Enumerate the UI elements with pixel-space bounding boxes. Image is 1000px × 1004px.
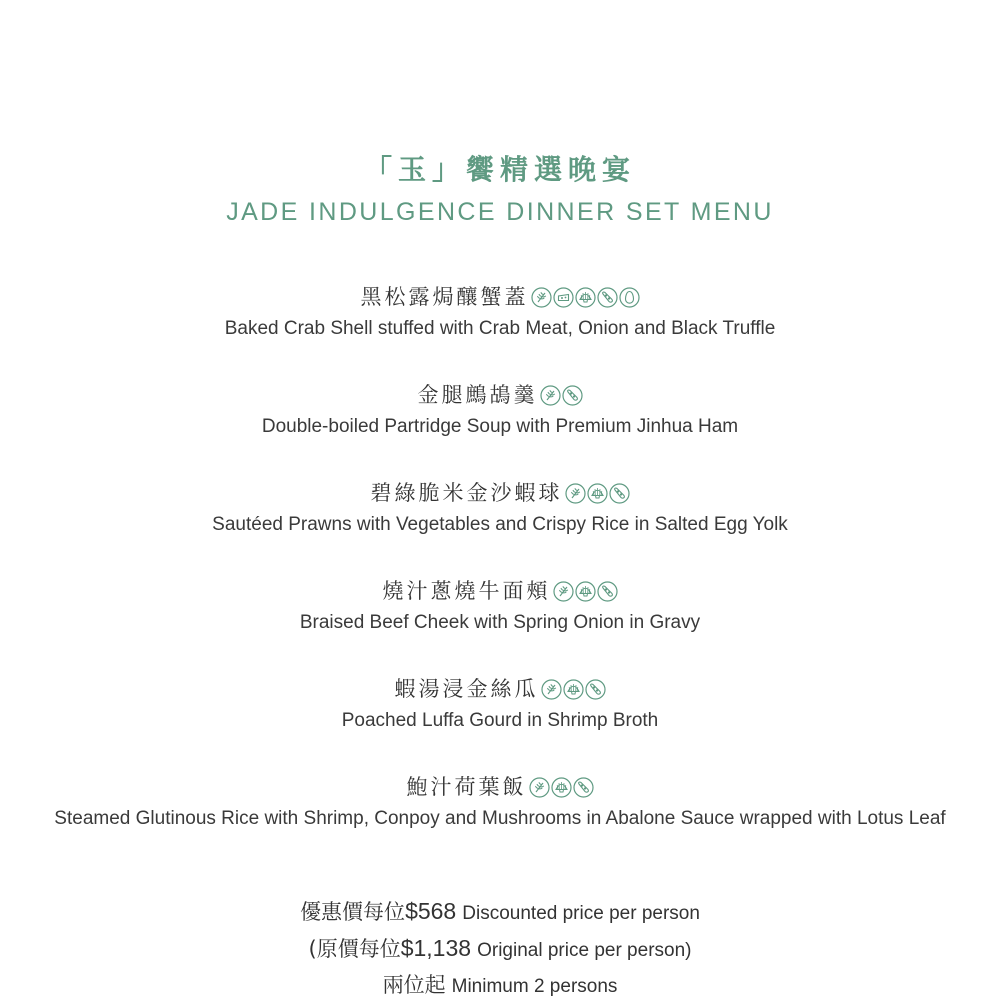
wheat-icon <box>553 581 574 602</box>
allergen-icons <box>565 483 630 504</box>
dish-name-zh-row <box>0 772 1000 802</box>
discount-label-en: Discounted price per person <box>462 903 700 924</box>
shellfish-icon <box>551 777 572 798</box>
discount-price: $568 <box>405 898 457 924</box>
original-label-zh: 原價每位 <box>316 937 401 961</box>
dish-name-zh-row <box>0 576 1000 606</box>
shellfish-icon <box>575 287 596 308</box>
dish-name-zh: 燒汁蔥燒牛面頰 <box>382 579 551 603</box>
menu-title-english: JADE INDULGENCE DINNER SET MENU <box>226 198 774 226</box>
soy-icon <box>597 287 618 308</box>
allergen-icons <box>531 287 640 308</box>
title-block <box>0 150 1000 228</box>
dish-name-zh-row <box>0 380 1000 410</box>
minimum-label-zh: 兩位起 <box>382 973 446 997</box>
dish-name-zh: 金腿鷓鴣羹 <box>417 383 538 407</box>
soy-icon <box>562 385 583 406</box>
wheat-icon <box>529 777 550 798</box>
menu-dish <box>0 674 1000 734</box>
shellfish-icon <box>563 679 584 700</box>
dish-name-en: Double-boiled Partridge Soup with Premium Jinhua Ham <box>261 416 739 437</box>
allergen-icons <box>529 777 594 798</box>
original-label-en: Original price per person) <box>477 940 692 961</box>
wheat-icon <box>541 679 562 700</box>
allergen-icons <box>553 581 618 602</box>
soy-icon <box>609 483 630 504</box>
wheat-icon <box>531 287 552 308</box>
minimum-label-en: Minimum 2 persons <box>451 976 618 997</box>
dish-name-en: Steamed Glutinous Rice with Shrimp, Conpoy and Mushrooms in Abalone Sauce wrapped with Lotus Leaf <box>54 808 946 829</box>
dish-name-en: Baked Crab Shell stuffed with Crab Meat, Onion and Black Truffle <box>224 318 776 339</box>
dish-name-zh: 黑松露焗釀蟹蓋 <box>360 285 529 309</box>
soy-icon <box>573 777 594 798</box>
shellfish-icon <box>587 483 608 504</box>
allergen-icons <box>540 385 583 406</box>
dish-name-zh: 蝦湯浸金絲瓜 <box>394 677 539 701</box>
dish-name-en: Sautéed Prawns with Vegetables and Crispy Rice in Salted Egg Yolk <box>212 514 788 535</box>
menu-dish <box>0 282 1000 342</box>
menu-title-chinese: 「玉」饗精選晚宴 <box>363 153 636 186</box>
menu-dish <box>0 380 1000 440</box>
original-price: $1,138 <box>400 935 472 961</box>
minimum-line <box>0 968 1000 1004</box>
original-price-line <box>0 931 1000 968</box>
dish-name-zh-row <box>0 478 1000 508</box>
dish-name-en: Braised Beef Cheek with Spring Onion in Gravy <box>299 612 701 633</box>
dairy-icon <box>553 287 574 308</box>
shellfish-icon <box>575 581 596 602</box>
dish-name-zh-row <box>0 282 1000 312</box>
dish-name-en: Poached Luffa Gourd in Shrimp Broth <box>341 710 659 731</box>
menu-dish <box>0 478 1000 538</box>
wheat-icon <box>540 385 561 406</box>
discount-label-zh: 優惠價每位 <box>300 900 406 924</box>
pricing-block <box>0 894 1000 1004</box>
dish-name-zh: 碧綠脆米金沙蝦球 <box>370 481 563 505</box>
wheat-icon <box>565 483 586 504</box>
menu-dish <box>0 772 1000 832</box>
soy-icon <box>585 679 606 700</box>
discounted-price-line <box>0 894 1000 931</box>
dish-name-zh: 鮑汁荷葉飯 <box>406 775 527 799</box>
original-open-paren: ( <box>308 937 317 961</box>
dish-name-zh-row <box>0 674 1000 704</box>
menu-dish <box>0 576 1000 636</box>
allergen-icons <box>541 679 606 700</box>
egg-icon <box>619 287 640 308</box>
soy-icon <box>597 581 618 602</box>
